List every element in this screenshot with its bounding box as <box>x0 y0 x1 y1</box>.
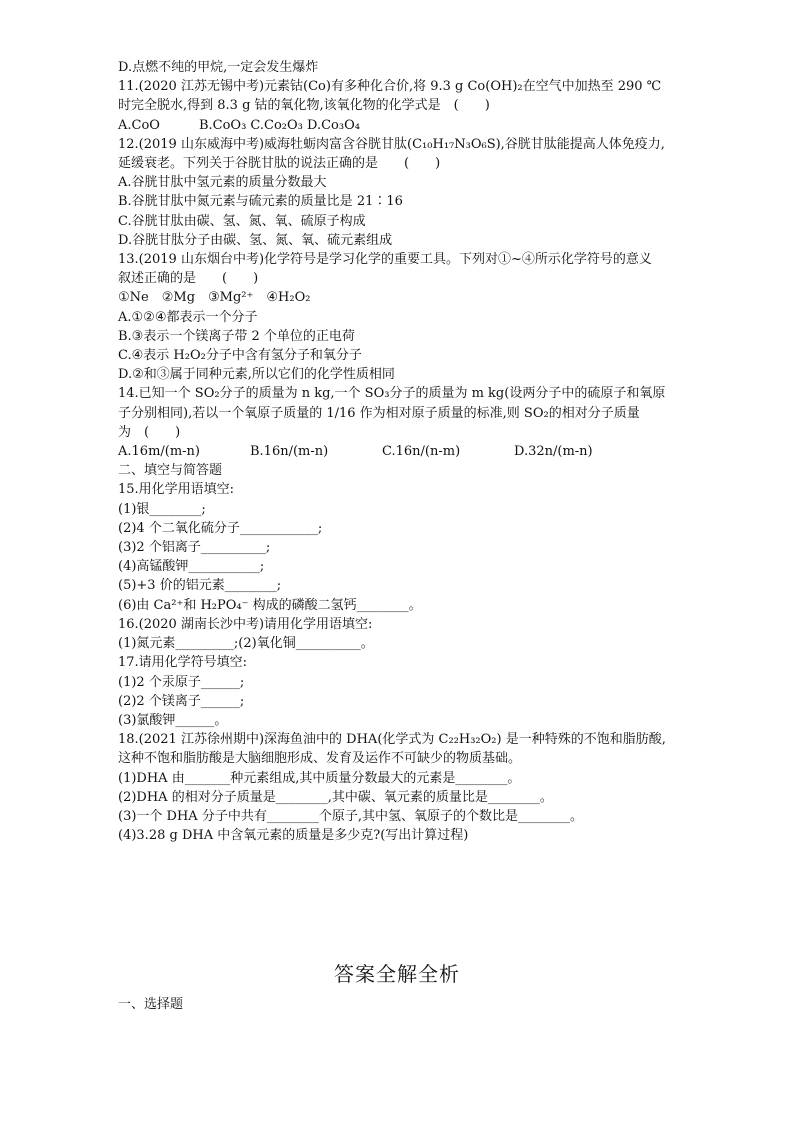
q12-option-a: A.谷胱甘肽中氢元素的质量分数最大 <box>118 175 327 191</box>
q17-part2: (2)2 个镁离子______; <box>118 693 245 709</box>
q14-option-d: D.32n/(m-n) <box>514 444 593 460</box>
q13-stem-line2: 叙述正确的是 ( ) <box>118 271 259 287</box>
q14-options <box>118 442 678 461</box>
q13-symbols: ①Ne ②Mg ③Mg²⁺ ④H₂O₂ <box>118 290 311 306</box>
q13-option-b: B.③表示一个镁离子带 2 个单位的正电荷 <box>118 328 355 344</box>
q15-part6: (6)由 Ca²⁺和 H₂PO₄⁻ 构成的磷酸二氢钙________。 <box>118 597 422 613</box>
q12-option-d: D.谷胱甘肽分子由碳、氢、氮、氧、硫元素组成 <box>118 232 393 248</box>
q13-option-c: C.④表示 H₂O₂分子中含有氢分子和氧分子 <box>118 348 362 364</box>
q14-option-c: C.16n/(n-m) <box>382 444 461 460</box>
q17-part1: (1)2 个汞原子______; <box>118 674 245 690</box>
q15-part4: (4)高锰酸钾___________; <box>118 559 265 575</box>
q16-parts: (1)氮元素_________;(2)氧化铜__________。 <box>118 636 374 652</box>
q14-stem-line1: 14.已知一个 SO₂分子的质量为 n kg,一个 SO₃分子的质量为 m kg(设两分子中的硫原子和氧原 <box>118 386 666 402</box>
q17-part3: (3)氯酸钾______。 <box>118 712 228 728</box>
q18-part2: (2)DHA 的相对分子质量是________,其中碳、氧元素的质量比是________。 <box>118 789 553 805</box>
q18-part4: (4)3.28 g DHA 中含氧元素的质量是多少克?(写出计算过程) <box>118 828 469 844</box>
q15-part5: (5)+3 价的铝元素________; <box>118 578 282 594</box>
q14-option-b: B.16n/(m-n) <box>250 444 329 460</box>
q12-option-c: C.谷胱甘肽由碳、氢、氮、氧、硫原子构成 <box>118 213 366 229</box>
answers-section1-heading: 一、选择题 <box>118 997 184 1012</box>
q15-stem: 15.用化学用语填空: <box>118 482 235 498</box>
q14-option-a: A.16m/(m-n) <box>118 444 201 460</box>
q11-stem-line1: 11.(2020 江苏无锡中考)元素钴(Co)有多种化合价,将 9.3 g Co(OH)₂在空气中加热至 290 ℃ <box>118 79 662 95</box>
q12-option-b: B.谷胱甘肽中氮元素与硫元素的质量比是 21∶16 <box>118 194 403 210</box>
q16-stem: 16.(2020 湖南长沙中考)请用化学用语填空: <box>118 616 373 632</box>
q13-option-d: D.②和③属于同种元素,所以它们的化学性质相同 <box>118 367 395 383</box>
q15-part1: (1)银________; <box>118 501 206 517</box>
q17-stem: 17.请用化学符号填空: <box>118 655 248 671</box>
q13-stem-line1: 13.(2019 山东烟台中考)化学符号是学习化学的重要工具。下列对①~④所示化学符号的意义 <box>118 252 652 268</box>
q18-part3: (3)一个 DHA 分子中共有________个原子,其中氢、氧原子的个数比是________。 <box>118 808 583 824</box>
q18-stem-line1: 18.(2021 江苏徐州期中)深海鱼油中的 DHA(化学式为 C₂₂H₃₂O₂) 是一种特殊的不饱和脂肪酸, <box>118 732 666 748</box>
q12-stem-line2: 延缓衰老。下列关于谷胱甘肽的说法正确的是 ( ) <box>118 156 441 172</box>
q15-part3: (3)2 个铝离子__________; <box>118 540 271 556</box>
q13-option-a: A.①②④都表示一个分子 <box>118 309 258 325</box>
q14-stem-line2: 子分别相同),若以一个氧原子质量的 1/16 作为相对原子质量的标准,则 SO₂的相对分子质量 <box>118 405 640 421</box>
q18-stem-line2: 这种不饱和脂肪酸是大脑细胞形成、发育及运作不可缺少的物质基础。 <box>118 751 522 767</box>
q12-stem-line1: 12.(2019 山东威海中考)威海牡蛎肉富含谷胱甘肽(C₁₀H₁₇N₃O₆S),谷胱甘肽能提高人体免疫力, <box>118 136 665 152</box>
q14-stem-line3: 为 ( ) <box>118 424 181 440</box>
q18-part1: (1)DHA 由_______种元素组成,其中质量分数最大的元素是________。 <box>118 770 521 786</box>
section2-heading: 二、填空与简答题 <box>118 463 223 479</box>
q10-option-d: D.点燃不纯的甲烷,一定会发生爆炸 <box>118 60 319 75</box>
q11-options: A.CoO B.CoO₃ C.Co₂O₃ D.Co₃O₄ <box>118 117 360 133</box>
answers-title: 答案全解全析 <box>334 962 460 986</box>
q15-part2: (2)4 个二氧化硫分子____________; <box>118 520 323 536</box>
q11-stem-line2: 时完全脱水,得到 8.3 g 钴的氧化物,该氧化物的化学式是 ( ) <box>118 98 490 114</box>
question-sheet <box>118 58 678 845</box>
